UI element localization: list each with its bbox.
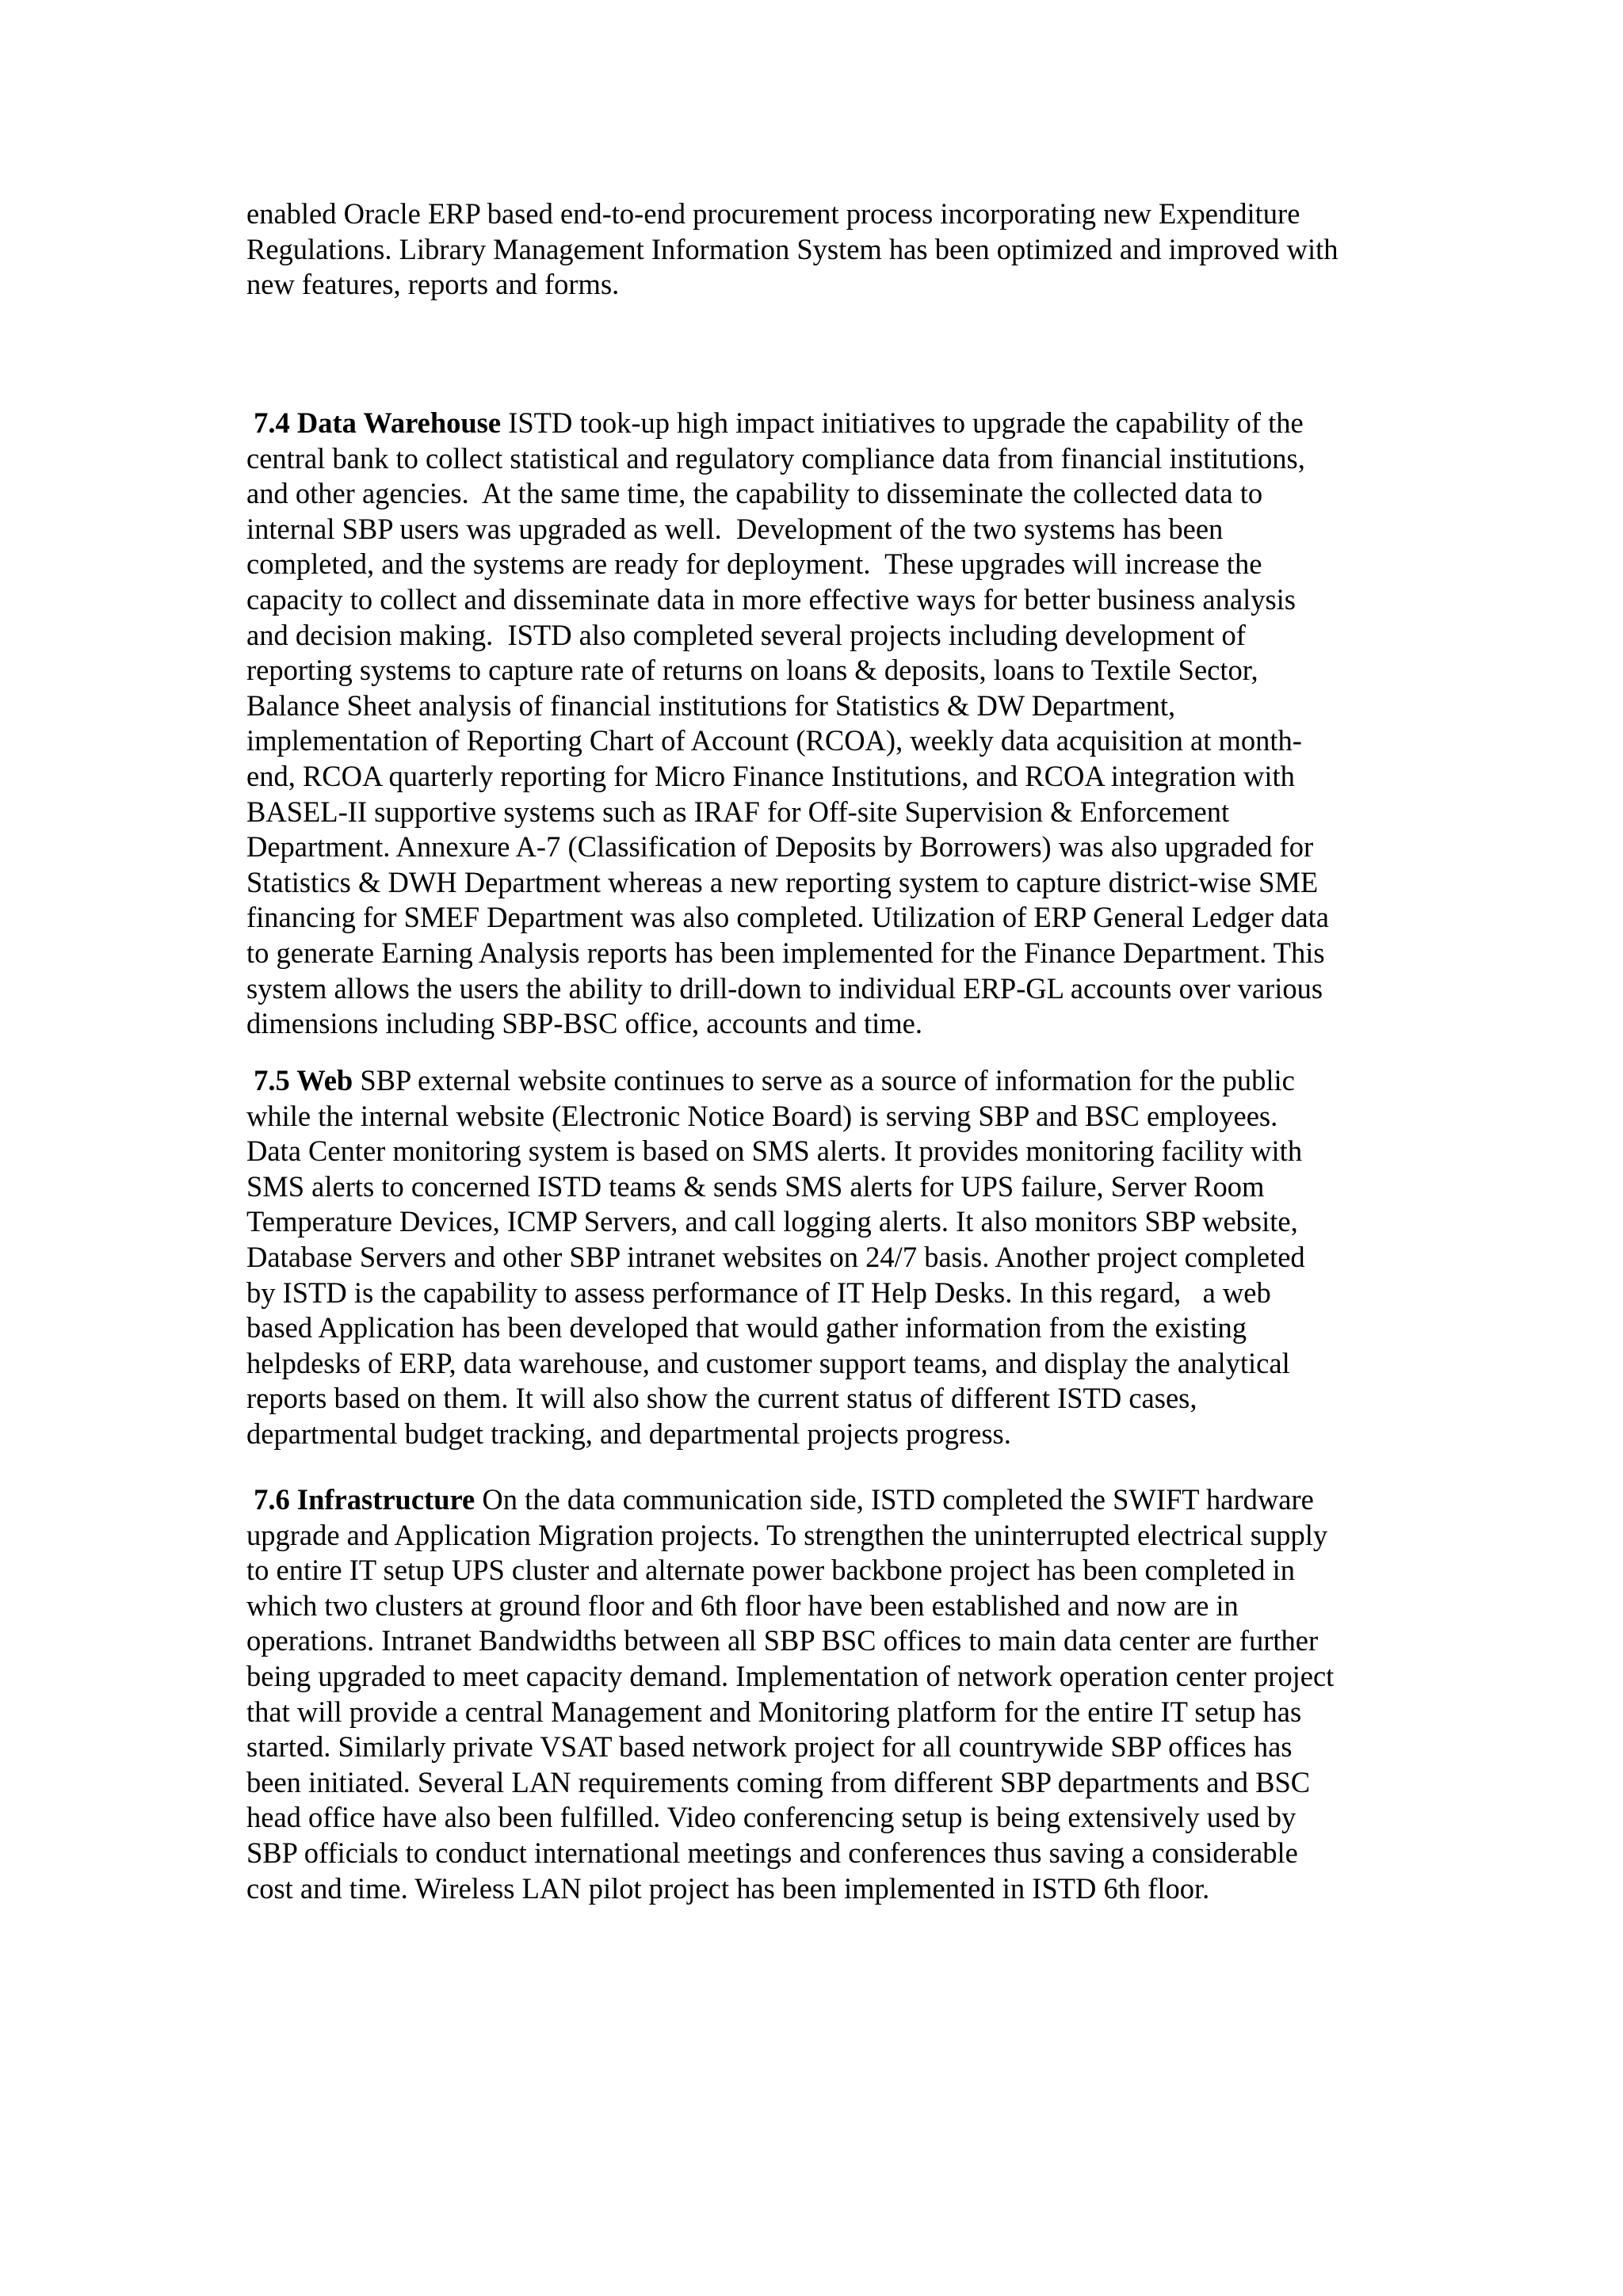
- text-line: Database Servers and other SBP intranet websites on 24/7 basis. Another project completed: [246, 1240, 1305, 1273]
- text-line: being upgraded to meet capacity demand. Implementation of network operation center project: [246, 1659, 1335, 1692]
- text-line: completed, and the systems are ready for deployment. These upgrades will increase the: [246, 547, 1262, 581]
- text-line: cost and time. Wireless LAN pilot project has been implemented in ISTD 6th floor.: [246, 1871, 1210, 1905]
- text-line: departmental budget tracking, and departmental projects progress.: [246, 1417, 1011, 1450]
- section-heading: 7.5 Web: [246, 1064, 353, 1097]
- intro-paragraph: [246, 196, 1396, 303]
- text-line: head office have also been fulfilled. Video conferencing setup is being extensively used by: [246, 1801, 1296, 1834]
- text-line: Regulations. Library Management Information System has been optimized and improved with: [246, 232, 1338, 265]
- text-line: internal SBP users was upgraded as well. Development of the two systems has been: [246, 512, 1224, 545]
- text-line: financing for SMEF Department was also completed. Utilization of ERP General Ledger data: [246, 901, 1329, 934]
- text-line: to generate Earning Analysis reports has been implemented for the Finance Department. This: [246, 936, 1325, 969]
- text-line: that will provide a central Management and Monitoring platform for the entire IT setup has: [246, 1695, 1302, 1728]
- section-data-warehouse: [246, 406, 1396, 1042]
- section-web: [246, 1063, 1396, 1452]
- text-line: which two clusters at ground floor and 6th floor have been established and now are in: [246, 1589, 1239, 1622]
- text-line: SMS alerts to concerned ISTD teams & sends SMS alerts for UPS failure, Server Room: [246, 1169, 1265, 1203]
- text-line: dimensions including SBP-BSC office, accounts and time.: [246, 1007, 922, 1040]
- text-line: Balance Sheet analysis of financial institutions for Statistics & DW Department,: [246, 688, 1176, 722]
- text-line: by ISTD is the capability to assess performance of IT Help Desks. In this regard, a web: [246, 1276, 1271, 1309]
- text-line: operations. Intranet Bandwidths between all SBP BSC offices to main data center are further: [246, 1624, 1319, 1657]
- text-line: started. Similarly private VSAT based network project for all countrywide SBP offices has: [246, 1730, 1293, 1764]
- text-line: enabled Oracle ERP based end-to-end procurement process incorporating new Expenditure: [246, 197, 1300, 230]
- text-line: BASEL-II supportive systems such as IRAF for Off-site Supervision & Enforcement: [246, 795, 1230, 828]
- text-line: reporting systems to capture rate of returns on loans & deposits, loans to Textile Sector,: [246, 654, 1258, 687]
- text-line: while the internal website (Electronic Notice Board) is serving SBP and BSC employees.: [246, 1099, 1278, 1132]
- section-heading: 7.4 Data Warehouse: [246, 406, 502, 439]
- section-first-line-text: ISTD took-up high impact initiatives to upgrade the capability of the: [501, 406, 1304, 439]
- section-first-line-text: SBP external website continues to serve as a source of information for the public: [353, 1064, 1295, 1097]
- text-line: and decision making. ISTD also completed several projects including development of: [246, 618, 1246, 651]
- text-line: implementation of Reporting Chart of Account (RCOA), weekly data acquisition at month-: [246, 724, 1302, 757]
- text-line: central bank to collect statistical and regulatory compliance data from financial institutions,: [246, 441, 1305, 475]
- text-line: Data Center monitoring system is based on SMS alerts. It provides monitoring facility with: [246, 1135, 1303, 1168]
- text-line: Statistics & DWH Department whereas a new reporting system to capture district-wise SME: [246, 865, 1319, 898]
- section-heading: 7.6 Infrastructure: [246, 1483, 475, 1516]
- text-line: reports based on them. It will also show the current status of different ISTD cases,: [246, 1382, 1197, 1415]
- text-line: new features, reports and forms.: [246, 268, 620, 301]
- text-line: and other agencies. At the same time, the capability to disseminate the collected data to: [246, 477, 1263, 510]
- text-line: [246, 406, 1396, 441]
- text-line: Temperature Devices, ICMP Servers, and call logging alerts. It also monitors SBP website,: [246, 1205, 1298, 1238]
- text-line: system allows the users the ability to drill-down to individual ERP-GL accounts over various: [246, 971, 1323, 1005]
- text-line: end, RCOA quarterly reporting for Micro Finance Institutions, and RCOA integration with: [246, 759, 1295, 792]
- section-first-line-text: On the data communication side, ISTD completed the SWIFT hardware: [475, 1483, 1314, 1516]
- text-line: upgrade and Application Migration projects. To strengthen the uninterrupted electrical supply: [246, 1518, 1328, 1551]
- text-line: helpdesks of ERP, data warehouse, and customer support teams, and display the analytical: [246, 1346, 1290, 1379]
- text-line: Department. Annexure A-7 (Classification of Deposits by Borrowers) was also upgraded for: [246, 830, 1314, 864]
- section-infrastructure: [246, 1482, 1396, 1906]
- text-line: SBP officials to conduct international meetings and conferences thus saving a considerable: [246, 1836, 1298, 1869]
- text-line: been initiated. Several LAN requirements coming from different SBP departments and BSC: [246, 1765, 1311, 1798]
- text-line: capacity to collect and disseminate data in more effective ways for better business analysis: [246, 582, 1296, 616]
- text-line: [246, 1482, 1396, 1518]
- text-line: [246, 1063, 1396, 1099]
- text-line: to entire IT setup UPS cluster and alternate power backbone project has been completed in: [246, 1554, 1296, 1587]
- text-line: based Application has been developed that would gather information from the existing: [246, 1311, 1247, 1344]
